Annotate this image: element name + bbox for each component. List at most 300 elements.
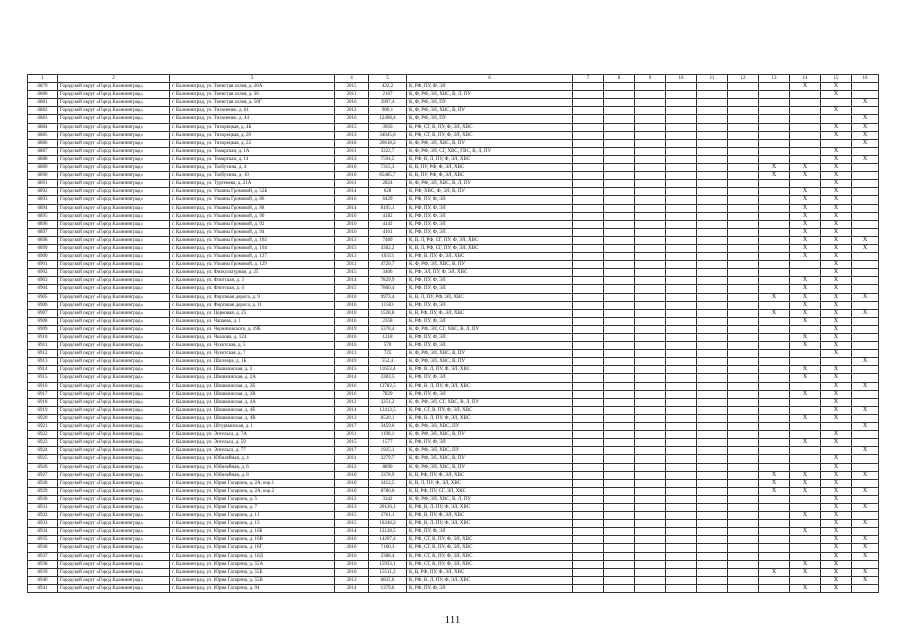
mark-cell <box>666 398 697 406</box>
area-cell: 3342 <box>369 495 407 503</box>
address-cell: г. Калининград, ул. Тихорецкая, д. 20 <box>170 131 335 139</box>
mark-cell <box>635 471 666 479</box>
column-header: 6 <box>407 75 573 83</box>
year-cell: 2016 <box>335 536 369 544</box>
mark-cell <box>852 83 879 91</box>
mark-cell <box>604 560 635 568</box>
row-number: 6891 <box>28 180 58 188</box>
mark-cell <box>728 366 759 374</box>
mark-cell <box>759 358 790 366</box>
municipality-cell: Городской округ «Город Калининград» <box>58 431 170 439</box>
table-row <box>28 366 879 374</box>
municipality-cell: Городской округ «Город Калининград» <box>58 584 170 592</box>
mark-cell <box>573 139 604 147</box>
works-cell: К, РФ, СГ, В, ПУ, Ф, ЭЛ, ХВС <box>407 123 573 131</box>
area-cell: 2388,4 <box>369 552 407 560</box>
mark-cell <box>573 560 604 568</box>
mark-cell <box>604 188 635 196</box>
mark-cell: X <box>790 414 821 422</box>
mark-cell <box>728 220 759 228</box>
municipality-cell: Городской округ «Город Калининград» <box>58 544 170 552</box>
mark-cell <box>697 301 728 309</box>
mark-cell <box>604 99 635 107</box>
mark-cell <box>604 220 635 228</box>
mark-cell <box>635 147 666 155</box>
mark-cell <box>759 455 790 463</box>
municipality-cell: Городской округ «Город Калининград» <box>58 139 170 147</box>
works-cell: К, Ф, РФ, ЭЛ, СГ, ХВС, ГВС, В, Л, ПУ <box>407 147 573 155</box>
mark-cell <box>728 398 759 406</box>
row-number: 6922 <box>28 431 58 439</box>
mark-cell: X <box>821 212 852 220</box>
mark-cell <box>728 568 759 576</box>
mark-cell <box>697 277 728 285</box>
mark-cell: X <box>821 204 852 212</box>
year-cell: 2016 <box>335 334 369 342</box>
column-header: 12 <box>728 75 759 83</box>
mark-cell <box>666 536 697 544</box>
works-cell: К, В, РФ, ПУ, Ф, ЭЛ, ХВС <box>407 309 573 317</box>
mark-cell <box>759 180 790 188</box>
area-cell: 7489 <box>369 236 407 244</box>
works-cell: К, РФ, ПУ, Ф, ЭЛ <box>407 301 573 309</box>
mark-cell: X <box>821 552 852 560</box>
year-cell: 2019 <box>335 325 369 333</box>
area-cell: 1218 <box>369 334 407 342</box>
mark-cell: X <box>821 244 852 252</box>
mark-cell: X <box>852 423 879 431</box>
area-cell: 3279,7 <box>369 455 407 463</box>
year-cell: 2015 <box>335 83 369 91</box>
table-row <box>28 147 879 155</box>
table-row <box>28 91 879 99</box>
year-cell: 2016 <box>335 228 369 236</box>
table-row <box>28 552 879 560</box>
mark-cell <box>728 358 759 366</box>
mark-cell <box>759 99 790 107</box>
table-row <box>28 139 879 147</box>
address-cell: г. Калининград, ул. Шишкинская, д. 2 <box>170 366 335 374</box>
mark-cell <box>728 180 759 188</box>
mark-cell <box>604 301 635 309</box>
area-cell: 3383,5 <box>369 374 407 382</box>
mark-cell <box>635 512 666 520</box>
municipality-cell: Городской округ «Город Калининград» <box>58 261 170 269</box>
mark-cell <box>604 244 635 252</box>
mark-cell <box>573 447 604 455</box>
mark-cell <box>728 83 759 91</box>
area-cell: 15933,1 <box>369 560 407 568</box>
year-cell: 2010 <box>335 309 369 317</box>
mark-cell: X <box>821 83 852 91</box>
works-cell: К, В, РФ, ПУ, Ф, ЭЛ, ХВС <box>407 568 573 576</box>
table-row <box>28 261 879 269</box>
row-number: 6879 <box>28 83 58 91</box>
mark-cell <box>852 431 879 439</box>
table-row <box>28 325 879 333</box>
mark-cell <box>604 293 635 301</box>
row-number: 6931 <box>28 503 58 511</box>
table-row <box>28 204 879 212</box>
mark-cell <box>573 528 604 536</box>
mark-cell: X <box>821 487 852 495</box>
mark-cell <box>728 520 759 528</box>
mark-cell: X <box>821 350 852 358</box>
mark-cell <box>759 277 790 285</box>
address-cell: г. Калининград, ул. Чукотская, д. 7 <box>170 350 335 358</box>
mark-cell: X <box>790 366 821 374</box>
mark-cell <box>852 220 879 228</box>
column-header: 5 <box>369 75 407 83</box>
mark-cell: X <box>759 568 790 576</box>
row-number: 6896 <box>28 220 58 228</box>
mark-cell <box>728 576 759 584</box>
mark-cell <box>666 552 697 560</box>
mark-cell <box>852 374 879 382</box>
mark-cell <box>604 503 635 511</box>
mark-cell <box>604 390 635 398</box>
mark-cell <box>697 439 728 447</box>
mark-cell <box>697 390 728 398</box>
mark-cell <box>728 463 759 471</box>
mark-cell <box>604 107 635 115</box>
mark-cell <box>604 115 635 123</box>
mark-cell <box>666 269 697 277</box>
mark-cell <box>697 350 728 358</box>
mark-cell <box>821 99 852 107</box>
mark-cell <box>728 423 759 431</box>
mark-cell <box>604 277 635 285</box>
mark-cell <box>728 390 759 398</box>
municipality-cell: Городской округ «Город Калининград» <box>58 269 170 277</box>
mark-cell <box>697 188 728 196</box>
area-cell: 7315,3 <box>369 164 407 172</box>
mark-cell <box>728 487 759 495</box>
mark-cell <box>666 309 697 317</box>
mark-cell <box>759 107 790 115</box>
mark-cell <box>635 309 666 317</box>
area-cell: 2167 <box>369 91 407 99</box>
mark-cell: X <box>821 261 852 269</box>
municipality-cell: Городской округ «Город Калининград» <box>58 164 170 172</box>
mark-cell <box>790 455 821 463</box>
table-row <box>28 487 879 495</box>
address-cell: г. Калининград, ул. Чапаева, д. 1 <box>170 317 335 325</box>
column-header: 4 <box>335 75 369 83</box>
address-cell: г. Калининград, ул. Ульяны Громовой, д. 52Б <box>170 188 335 196</box>
mark-cell <box>852 261 879 269</box>
mark-cell: X <box>821 228 852 236</box>
year-cell: 2016 <box>335 382 369 390</box>
year-cell: 2016 <box>335 560 369 568</box>
mark-cell <box>852 390 879 398</box>
works-cell: К, Ф, РФ, ЭЛ, ХВС, В, Л, ПУ <box>407 180 573 188</box>
year-cell: 2019 <box>335 358 369 366</box>
mark-cell <box>635 568 666 576</box>
works-cell: К, В, ПУ, РФ, Ф, ЭЛ, ХВС <box>407 172 573 180</box>
area-cell: 7829,9 <box>369 277 407 285</box>
mark-cell: X <box>821 560 852 568</box>
year-cell: 2013 <box>335 414 369 422</box>
mark-cell <box>635 536 666 544</box>
mark-cell: X <box>821 220 852 228</box>
municipality-cell: Городской округ «Город Калининград» <box>58 325 170 333</box>
mark-cell: X <box>852 568 879 576</box>
mark-cell <box>666 164 697 172</box>
year-cell: 2010 <box>335 479 369 487</box>
mark-cell <box>604 512 635 520</box>
mark-cell <box>728 123 759 131</box>
mark-cell <box>728 172 759 180</box>
address-cell: г. Калининград, ул. Ульяны Громовой, д. 94 <box>170 228 335 236</box>
works-cell: К, В, Л, ПУ, Ф, ЭЛ, ХВС <box>407 479 573 487</box>
mark-cell <box>790 544 821 552</box>
mark-cell: X <box>790 83 821 91</box>
row-number: 6917 <box>28 390 58 398</box>
mark-cell <box>759 447 790 455</box>
municipality-cell: Городской округ «Город Калининград» <box>58 301 170 309</box>
year-cell: 2011 <box>335 180 369 188</box>
works-cell: К, РФ, ПУ, Ф, ЭЛ <box>407 334 573 342</box>
mark-cell <box>697 107 728 115</box>
municipality-cell: Городской округ «Город Калининград» <box>58 123 170 131</box>
mark-cell <box>697 366 728 374</box>
table-row <box>28 479 879 487</box>
mark-cell <box>604 414 635 422</box>
mark-cell <box>666 236 697 244</box>
table-row <box>28 309 879 317</box>
municipality-cell: Городской округ «Город Калининград» <box>58 560 170 568</box>
mark-cell <box>635 406 666 414</box>
row-number: 6933 <box>28 520 58 528</box>
table-row <box>28 253 879 261</box>
municipality-cell: Городской округ «Город Калининград» <box>58 253 170 261</box>
mark-cell <box>666 228 697 236</box>
mark-cell: X <box>821 568 852 576</box>
address-cell: г. Калининград, ул. Фортовая дорога, д. 9 <box>170 293 335 301</box>
mark-cell <box>852 366 879 374</box>
mark-cell <box>852 512 879 520</box>
mark-cell <box>697 423 728 431</box>
mark-cell <box>635 584 666 592</box>
address-cell: г. Калининград, ул. Шишкинская, д. 4А <box>170 398 335 406</box>
mark-cell <box>852 455 879 463</box>
mark-cell <box>635 269 666 277</box>
mark-cell <box>604 261 635 269</box>
area-cell: 4720,7 <box>369 261 407 269</box>
mark-cell <box>697 269 728 277</box>
works-cell: К, Ф, РФ, ЭЛ, СГ, ХВС, В, Л, ПУ <box>407 398 573 406</box>
mark-cell <box>852 147 879 155</box>
mark-cell: X <box>852 139 879 147</box>
row-number: 6884 <box>28 123 58 131</box>
mark-cell: X <box>821 293 852 301</box>
area-cell: 3997,4 <box>369 99 407 107</box>
mark-cell <box>697 325 728 333</box>
table-row <box>28 431 879 439</box>
table-row <box>28 528 879 536</box>
mark-cell: X <box>852 576 879 584</box>
address-cell: г. Калининград, ул. Церковая, д. 25 <box>170 309 335 317</box>
address-cell: г. Калининград, ул. Ульяны Громовой, д. 88 <box>170 204 335 212</box>
table-row <box>28 107 879 115</box>
row-number: 6899 <box>28 244 58 252</box>
mark-cell <box>697 244 728 252</box>
year-cell: 2016 <box>335 212 369 220</box>
mark-cell: X <box>790 285 821 293</box>
row-number: 6941 <box>28 584 58 592</box>
mark-cell <box>852 180 879 188</box>
mark-cell <box>666 253 697 261</box>
mark-cell <box>790 350 821 358</box>
year-cell: 2010 <box>335 172 369 180</box>
mark-cell <box>790 495 821 503</box>
column-header: 1 <box>28 75 58 83</box>
mark-cell: X <box>821 155 852 163</box>
row-number: 6894 <box>28 204 58 212</box>
municipality-cell: Городской округ «Город Калининград» <box>58 83 170 91</box>
mark-cell: X <box>852 131 879 139</box>
row-number: 6882 <box>28 107 58 115</box>
mark-cell <box>759 269 790 277</box>
municipality-cell: Городской округ «Город Калининград» <box>58 172 170 180</box>
municipality-cell: Городской округ «Город Калининград» <box>58 285 170 293</box>
mark-cell <box>728 253 759 261</box>
area-cell: 1528,8 <box>369 309 407 317</box>
table-row <box>28 503 879 511</box>
mark-cell: X <box>852 115 879 123</box>
mark-cell <box>790 520 821 528</box>
mark-cell <box>697 479 728 487</box>
mark-cell: X <box>790 568 821 576</box>
mark-cell <box>573 342 604 350</box>
table-row <box>28 584 879 592</box>
mark-cell: X <box>790 196 821 204</box>
mark-cell <box>759 123 790 131</box>
mark-cell: X <box>821 382 852 390</box>
mark-cell <box>573 390 604 398</box>
mark-cell <box>728 309 759 317</box>
area-cell: 12498,4 <box>369 115 407 123</box>
mark-cell <box>666 431 697 439</box>
mark-cell: X <box>790 164 821 172</box>
mark-cell <box>759 261 790 269</box>
row-number: 6914 <box>28 366 58 374</box>
mark-cell <box>852 584 879 592</box>
address-cell: г. Калининград, ул. Тихорецкая, д. 22 <box>170 139 335 147</box>
mark-cell <box>573 285 604 293</box>
mark-cell <box>790 115 821 123</box>
mark-cell <box>728 164 759 172</box>
area-cell: 900,1 <box>369 107 407 115</box>
row-number: 6940 <box>28 576 58 584</box>
mark-cell: X <box>790 172 821 180</box>
mark-cell <box>666 212 697 220</box>
mark-cell: X <box>790 342 821 350</box>
year-cell: 2013 <box>335 155 369 163</box>
address-cell: г. Калининград, ул. Юрия Гагарина, д. 16Д <box>170 552 335 560</box>
mark-cell: X <box>821 471 852 479</box>
mark-cell <box>821 423 852 431</box>
mark-cell <box>697 309 728 317</box>
table-row <box>28 293 879 301</box>
row-number: 6923 <box>28 439 58 447</box>
works-cell: К, РФ, ПУ, Ф, ЭЛ <box>407 285 573 293</box>
mark-cell <box>697 236 728 244</box>
mark-cell <box>604 212 635 220</box>
mark-cell <box>604 155 635 163</box>
mark-cell <box>635 350 666 358</box>
mark-cell <box>728 204 759 212</box>
year-cell: 2013 <box>335 131 369 139</box>
table-row <box>28 342 879 350</box>
mark-cell <box>852 334 879 342</box>
mark-cell: X <box>790 487 821 495</box>
mark-cell <box>759 147 790 155</box>
mark-cell <box>821 358 852 366</box>
mark-cell: X <box>790 253 821 261</box>
mark-cell <box>573 576 604 584</box>
mark-cell <box>759 91 790 99</box>
mark-cell: X <box>821 196 852 204</box>
mark-cell <box>790 261 821 269</box>
mark-cell <box>604 164 635 172</box>
works-cell: К, РФ, В, Л, ПУ, Ф, ЭЛ, ХВС <box>407 366 573 374</box>
mark-cell <box>666 374 697 382</box>
mark-cell: X <box>790 560 821 568</box>
municipality-cell: Городской округ «Город Калининград» <box>58 576 170 584</box>
table-row <box>28 536 879 544</box>
mark-cell <box>759 350 790 358</box>
area-cell: 1925,1 <box>369 447 407 455</box>
mark-cell <box>573 536 604 544</box>
mark-cell <box>573 463 604 471</box>
mark-cell <box>759 325 790 333</box>
mark-cell: X <box>821 528 852 536</box>
year-cell: 2010 <box>335 471 369 479</box>
mark-cell <box>573 431 604 439</box>
mark-cell <box>666 455 697 463</box>
mark-cell <box>790 358 821 366</box>
mark-cell <box>728 212 759 220</box>
address-cell: г. Калининград, ул. Шиллера, д. 1Б <box>170 358 335 366</box>
mark-cell <box>697 342 728 350</box>
mark-cell: X <box>790 334 821 342</box>
municipality-cell: Городской округ «Город Калининград» <box>58 455 170 463</box>
year-cell: 2014 <box>335 528 369 536</box>
municipality-cell: Городской округ «Город Калининград» <box>58 568 170 576</box>
address-cell: г. Калининград, ул. Толбухина, д. 10 <box>170 172 335 180</box>
mark-cell <box>852 342 879 350</box>
works-cell: К, Ф, РФ, ЭЛ, ХВС, ПУ <box>407 423 573 431</box>
year-cell: 2014 <box>335 204 369 212</box>
address-cell: г. Калининград, ул. Юрия Гагарина, д. 2А, кор.1 <box>170 479 335 487</box>
area-cell: 570 <box>369 342 407 350</box>
mark-cell <box>697 293 728 301</box>
address-cell: г. Калининград, ул. Юрия Гагарина, д. 13 <box>170 520 335 528</box>
mark-cell <box>790 398 821 406</box>
address-cell: г. Калининград, ул. Ульяны Громовой, д. 127 <box>170 253 335 261</box>
table-row <box>28 495 879 503</box>
mark-cell <box>604 536 635 544</box>
table-row <box>28 447 879 455</box>
row-number: 6900 <box>28 253 58 261</box>
mark-cell <box>666 220 697 228</box>
mark-cell <box>852 463 879 471</box>
mark-cell: X <box>821 455 852 463</box>
mark-cell <box>604 228 635 236</box>
address-cell: г. Калининград, ул. Ульяны Громовой, д. 86 <box>170 196 335 204</box>
